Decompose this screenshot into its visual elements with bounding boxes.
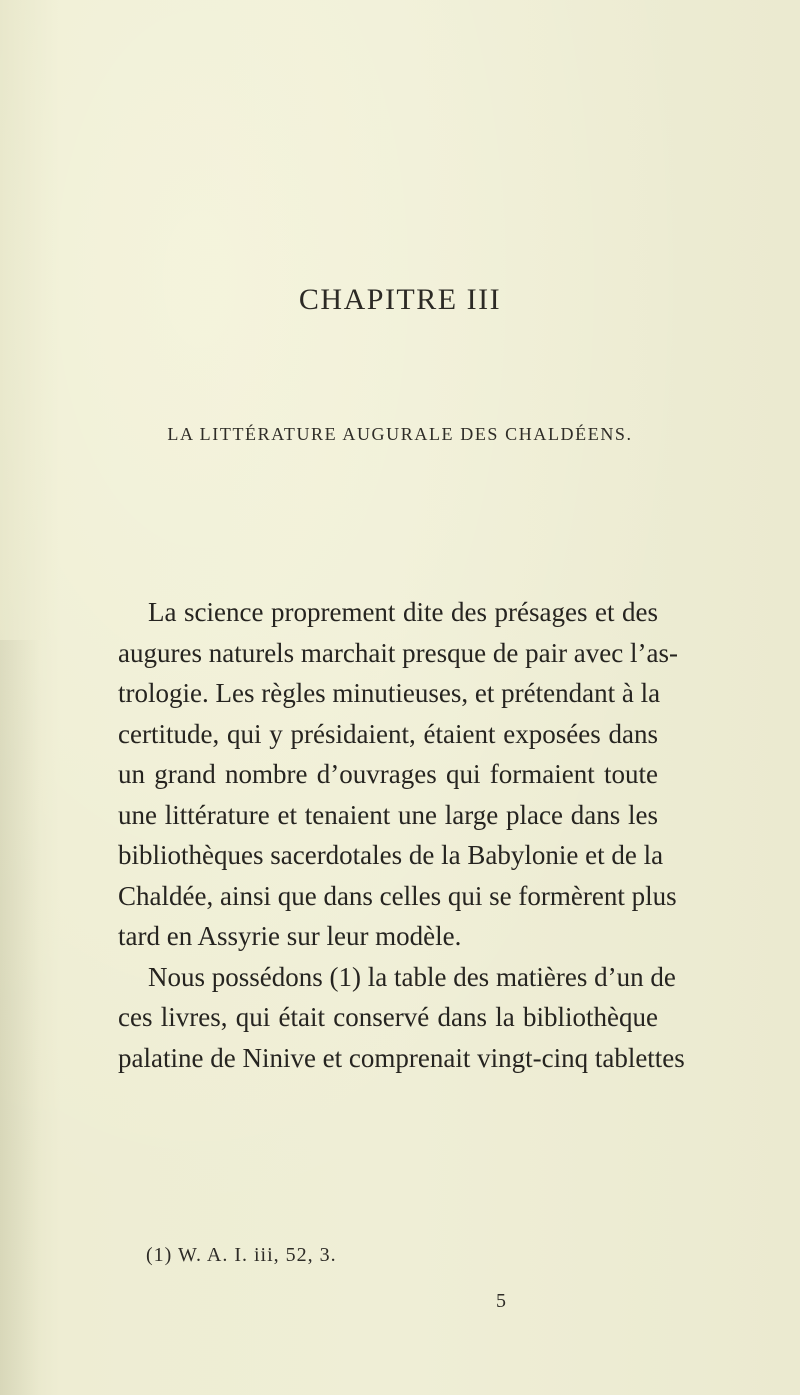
page-gutter-shadow: [0, 640, 40, 1395]
text-line: Chaldée, ainsi que dans celles qui se formèrent plus: [118, 880, 677, 911]
footnote: (1) W. A. I. iii, 52, 3.: [146, 1244, 337, 1266]
text-line: ces livres, qui était conservé dans la bibliothèque: [118, 1002, 658, 1032]
body-paragraphs: [118, 592, 685, 1078]
text-line: certitude, qui y présidaient, étaient exposées dans: [118, 718, 658, 749]
page-number: 5: [496, 1290, 506, 1312]
text-line: une littérature et tenaient une large place dans les: [118, 799, 658, 830]
text-line: trologie. Les règles minutieuses, et prétendant à la: [118, 678, 661, 708]
text-line: augures naturels marchait presque de pair avec l’as-: [118, 637, 678, 668]
text-line: Nous possédons (1) la table des matières d’un de: [148, 961, 676, 992]
text-line: tard en Assyrie sur leur modèle.: [118, 921, 462, 951]
text-line: palatine de Ninive et comprenait vingt-cinq tablettes: [118, 1042, 685, 1073]
text-line: bibliothèques sacerdotales de la Babylonie et de la: [118, 840, 664, 870]
text-line: un grand nombre d’ouvrages qui formaient toute: [118, 759, 658, 789]
text-line: La science proprement dite des présages et des: [148, 597, 658, 627]
chapter-title: CHAPITRE III: [298, 283, 502, 316]
section-title: LA LITTÉRATURE AUGURALE DES CHALDÉENS.: [167, 424, 633, 444]
